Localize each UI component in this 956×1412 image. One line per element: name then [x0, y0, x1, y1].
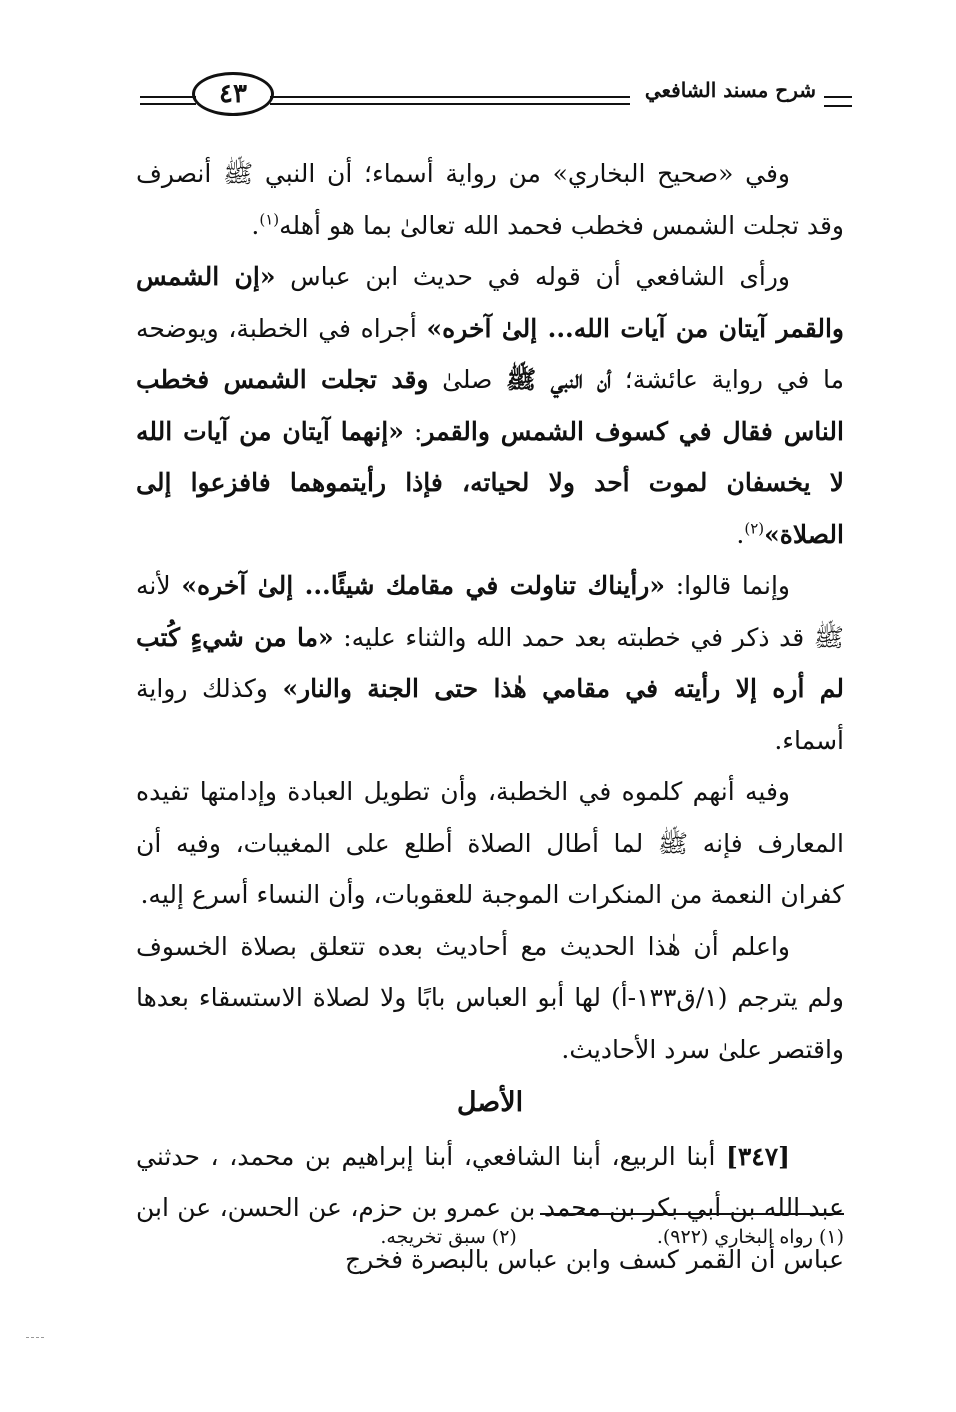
paragraph	[136, 148, 844, 251]
quoted-text: «إن الشمس والقمر آيتان من آيات الله... إلىٰ آخره»	[136, 262, 844, 343]
footnote-2: (٢) سبق تخريجه.	[380, 1226, 517, 1248]
running-header	[140, 68, 852, 118]
paragraph	[136, 251, 844, 560]
header-rule-right	[270, 96, 630, 105]
text-run: أجراه في الخطبة، ويوضحه ما في رواية عائشة؛	[136, 313, 844, 394]
paragraph	[136, 766, 844, 921]
footnote-ref: (١)	[259, 210, 280, 229]
footnote-separator	[540, 1213, 844, 1215]
text-run: صلىٰ	[428, 365, 507, 394]
book-title: شرح مسند الشافعي	[644, 78, 816, 102]
text-run: وكذلك رواية أسماء.	[136, 674, 844, 755]
footnote-1: (١) رواه البخاري (٩٢٢).	[656, 1226, 844, 1248]
hadith-text: أبنا الربيع، أبنا الشافعي، أبنا إبراهيم بن محمد، ، حدثني عبد الله بن أبي بكر بن محمد بن عمرو بن حزم، عن الحسن، عن ابن عباس أن القمر كسف وابن عباس بالبصرة فخرج	[136, 1141, 844, 1274]
quoted-text: «رأيناك تناولت في مقامك شيئًا... إلىٰ آخره»	[181, 571, 665, 600]
quoted-text: «ما من شيءٍ كُتب لم أره إلا رأيته في مقامي هٰذا حتى الجنة والنار»	[136, 622, 845, 703]
quoted-text: «إنهما آيتان من آيات الله لا يخسفان لموت أحد ولا لحياته، فإذا رأيتموهما فافزعوا إلى الصلاة»	[136, 416, 844, 549]
text-run: :	[403, 416, 423, 446]
hadith-paragraph	[136, 1131, 844, 1286]
text-run: واعلم أن هٰذا الحديث مع أحاديث بعده تتعلق بصلاة الخسوف ولم يترجم (١/ق١٣٣-أ) لها أبو العباس بابًا ولا لصلاة الاستسقاء بعدها واقتصر علىٰ سرد الأحاديث.	[136, 931, 844, 1064]
text-run: .	[736, 519, 745, 549]
header-rule-left	[140, 96, 196, 105]
text-run: وفيه أنهم كلموه في الخطبة، وأن تطويل العبادة وإدامتها تفيده المعارف فإنه ﷺ لما أطال الصلاة أطلع على المغيبات، وفيه أن كفران النعمة من المنكرات الموجبة للعقوبات، وأن النساء أسرع إليه.	[136, 777, 844, 909]
text-run: وفي «صحيح البخاري» من رواية أسماء؛ أن النبي ﷺ أنصرف وقد تجلت الشمس فخطب فحمد الله تعالىٰ بما هو أهله	[136, 159, 844, 240]
hadith-number: [٣٤٧]	[726, 1141, 790, 1171]
paragraph	[136, 921, 844, 1076]
page-number: ٤٣	[192, 72, 274, 116]
section-heading: الأصل	[456, 1087, 524, 1118]
quoted-text: أن النبي ﷺ	[506, 365, 612, 394]
quoted-text: وقد تجلت الشمس فخطب الناس فقال في كسوف الشمس والقمر	[136, 365, 844, 446]
text-run: وإنما قالوا:	[665, 571, 790, 600]
footnotes	[140, 1222, 844, 1252]
text-run: .	[251, 210, 260, 240]
scan-corner-mark	[26, 1337, 44, 1338]
body-text	[136, 148, 844, 1285]
header-ornament	[824, 96, 852, 107]
text-run: ورأى الشافعي أن قوله في حديث ابن عباس	[275, 262, 790, 291]
commentary-paragraphs	[136, 148, 844, 1075]
text-run: لأنه ﷺ قد ذكر في خطبته بعد حمد الله والثناء عليه:	[136, 571, 844, 652]
paragraph	[136, 560, 844, 766]
footnote-ref: (٢)	[744, 519, 765, 538]
